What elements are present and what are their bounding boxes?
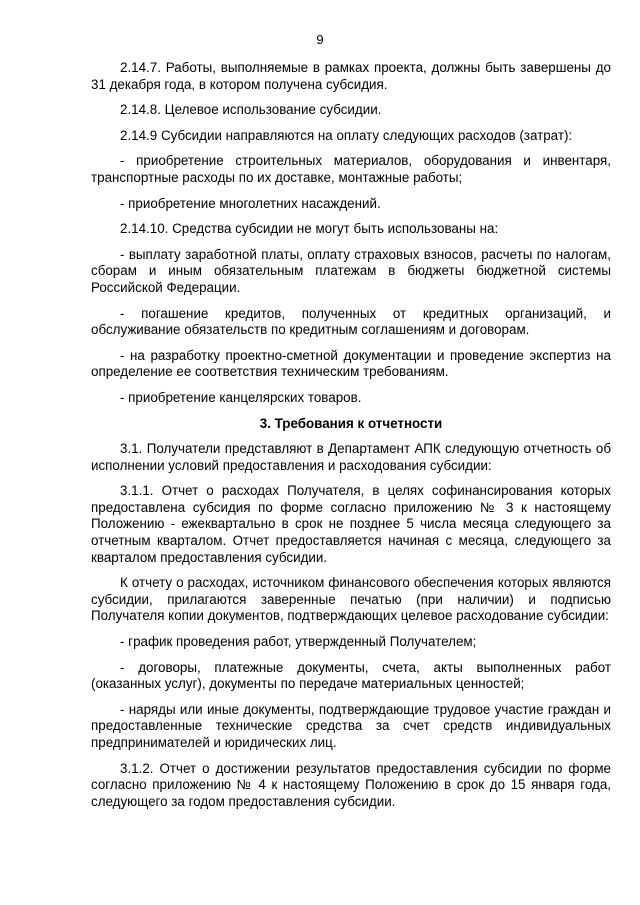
page-number: 9 xyxy=(316,32,324,47)
list-item-work-schedule: - график проведения работ, утвержденный Получателем; xyxy=(120,634,477,650)
paragraph-2-14-10: 2.14.10. Средства субсидии не могут быть использованы на: xyxy=(120,221,499,237)
list-item-design-docs: - на разработку проектно-сметной документации и проведение экспертиз на определение ее соответствия техническим требованиям. xyxy=(91,347,611,380)
document-body xyxy=(91,60,611,819)
list-item-salary: - выплату заработной платы, оплату страховых взносов, расчеты по налогам, сборам и иным обязательным платежам в бюджеты бюджетной системы Российской Федерации. xyxy=(91,246,611,295)
paragraph-2-14-8: 2.14.8. Целевое использование субсидии. xyxy=(120,102,382,118)
list-item-contracts: - договоры, платежные документы, счета, акты выполненных работ (оказанных услуг), документы по передаче материальных ценностей; xyxy=(91,659,611,692)
section-heading-reporting: 3. Требования к отчетности xyxy=(259,415,443,431)
list-item-stationery: - приобретение канцелярских товаров. xyxy=(120,389,362,405)
paragraph-3-1: 3.1. Получатели представляют в Департамент АПК следующую отчетность об исполнении условий предоставления и расходования субсидии: xyxy=(91,441,611,473)
list-item-credits: - погашение кредитов, полученных от кредитных организаций, и обслуживание обязательств по кредитным соглашениям и договорам. xyxy=(91,305,611,338)
paragraph-2-14-7: 2.14.7. Работы, выполняемые в рамках проекта, должны быть завершены до 31 декабря года, в котором получена субсидия. xyxy=(91,60,611,92)
list-item-work-orders: - наряды или иные документы, подтверждающие трудовое участие граждан и предоставленные технические средства за счет средств индивидуальных предпринимателей и юридических лиц. xyxy=(91,701,611,750)
paragraph-report-attachments: К отчету о расходах, источником финансового обеспечения которых являются субсидии, прилагаются заверенные печатью (при наличии) и подписью Получателя копии документов, подтверждающих целевое расходование субсидии: xyxy=(91,575,611,624)
list-item-materials: - приобретение строительных материалов, оборудования и инвентаря, транспортные расходы по их доставке, монтажные работы; xyxy=(91,153,611,185)
paragraph-3-1-2: 3.1.2. Отчет о достижении результатов предоставления субсидии по форме согласно приложению № 4 к настоящему Положению в срок до 15 января года, следующего за годом предоставления субсидии. xyxy=(91,760,611,809)
paragraph-2-14-9: 2.14.9 Субсидии направляются на оплату следующих расходов (затрат): xyxy=(120,127,573,143)
list-item-plantings: - приобретение многолетних насаждений. xyxy=(120,195,381,211)
paragraph-3-1-1: 3.1.1. Отчет о расходах Получателя, в целях софинансирования которых предоставлена субсидия по форме согласно приложению № 3 к настоящему Положению - ежеквартально в срок не позднее 5 числа месяца следующего за отчетным кварталом. Отчет предоставляется начиная с месяца, следующего за кварталом предоставления субсидии. xyxy=(91,483,611,565)
